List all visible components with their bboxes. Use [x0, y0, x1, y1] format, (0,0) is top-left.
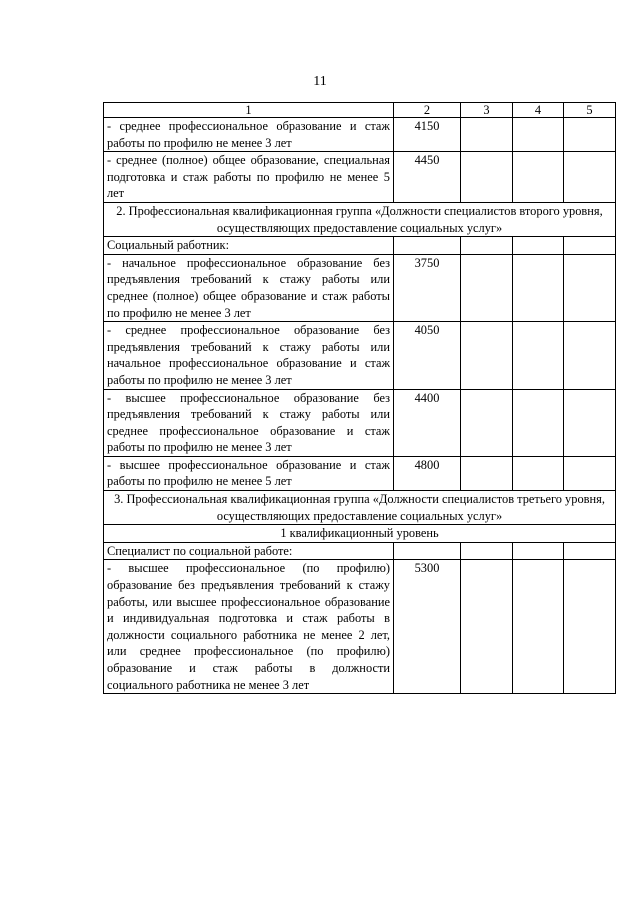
- empty-cell: [513, 254, 564, 321]
- empty-cell: [564, 542, 616, 560]
- position-row: [104, 237, 616, 255]
- empty-cell: [513, 237, 564, 255]
- requirement-cell: - высшее профессиональное образование без предъявления требований к стажу работы или среднее профессиональное образование и стаж работы по профилю не менее 3 лет: [104, 389, 394, 456]
- empty-cell: [461, 152, 513, 203]
- empty-cell: [513, 152, 564, 203]
- requirement-cell: - среднее профессиональное образование и стаж работы по профилю не менее 3 лет: [104, 118, 394, 152]
- empty-cell: [461, 542, 513, 560]
- salary-value-cell: 4800: [394, 456, 461, 490]
- empty-cell: [394, 542, 461, 560]
- empty-cell: [461, 254, 513, 321]
- column-header: 4: [513, 103, 564, 118]
- column-header: 5: [564, 103, 616, 118]
- empty-cell: [513, 322, 564, 389]
- empty-cell: [513, 542, 564, 560]
- level-heading-row: [104, 525, 616, 543]
- empty-cell: [461, 560, 513, 694]
- empty-cell: [461, 389, 513, 456]
- level-heading: 1 квалификационный уровень: [104, 525, 616, 543]
- position-row: [104, 542, 616, 560]
- position-title: Специалист по социальной работе:: [104, 542, 394, 560]
- empty-cell: [564, 254, 616, 321]
- empty-cell: [513, 456, 564, 490]
- salary-value-cell: 4400: [394, 389, 461, 456]
- table-row: [104, 254, 616, 321]
- empty-cell: [394, 237, 461, 255]
- position-title: Социальный работник:: [104, 237, 394, 255]
- empty-cell: [564, 560, 616, 694]
- table-row: [104, 118, 616, 152]
- empty-cell: [564, 322, 616, 389]
- requirement-cell: - среднее (полное) общее образование, специальная подготовка и стаж работы по профилю не менее 5 лет: [104, 152, 394, 203]
- requirement-cell: - среднее профессиональное образование без предъявления требований к стажу работы или начальное профессиональное образование и стаж работы по профилю не менее 3 лет: [104, 322, 394, 389]
- column-header: 3: [461, 103, 513, 118]
- group-heading-row: [104, 491, 616, 525]
- empty-cell: [461, 118, 513, 152]
- table-row: [104, 322, 616, 389]
- requirement-cell: - высшее профессиональное образование и стаж работы по профилю не менее 5 лет: [104, 456, 394, 490]
- column-header: 1: [104, 103, 394, 118]
- salary-value-cell: 5300: [394, 560, 461, 694]
- table-row: [104, 560, 616, 694]
- group-heading: 3. Профессиональная квалификационная группа «Должности специалистов третьего уровня, осуществляющих предоставление социальных услуг»: [104, 491, 616, 525]
- table-row: [104, 152, 616, 203]
- empty-cell: [564, 237, 616, 255]
- empty-cell: [513, 389, 564, 456]
- empty-cell: [564, 456, 616, 490]
- salary-value-cell: 3750: [394, 254, 461, 321]
- group-heading: 2. Профессиональная квалификационная группа «Должности специалистов второго уровня, осуществляющих предоставление социальных услуг»: [104, 202, 616, 236]
- page-number: 11: [313, 74, 327, 89]
- empty-cell: [513, 560, 564, 694]
- empty-cell: [461, 456, 513, 490]
- salary-value-cell: 4050: [394, 322, 461, 389]
- column-header: 2: [394, 103, 461, 118]
- empty-cell: [461, 237, 513, 255]
- salary-table: [103, 102, 616, 694]
- salary-value-cell: 4150: [394, 118, 461, 152]
- table-header-row: [104, 103, 616, 118]
- requirement-cell: - высшее профессиональное (по профилю) образование без предъявления требований к стажу работы, или высшее профессиональное образование и индивидуальная подготовка и стаж работы в должности социального работника не менее 2 лет, или среднее профессиональное (по профилю) образование и стаж работы в должности социального работника не менее 3 лет: [104, 560, 394, 694]
- group-heading-row: [104, 202, 616, 236]
- empty-cell: [513, 118, 564, 152]
- empty-cell: [564, 152, 616, 203]
- salary-value-cell: 4450: [394, 152, 461, 203]
- table-row: [104, 456, 616, 490]
- empty-cell: [461, 322, 513, 389]
- empty-cell: [564, 389, 616, 456]
- table-row: [104, 389, 616, 456]
- requirement-cell: - начальное профессиональное образование без предъявления требований к стажу работы или среднее (полное) общее образование и стаж работы по профилю не менее 3 лет: [104, 254, 394, 321]
- empty-cell: [564, 118, 616, 152]
